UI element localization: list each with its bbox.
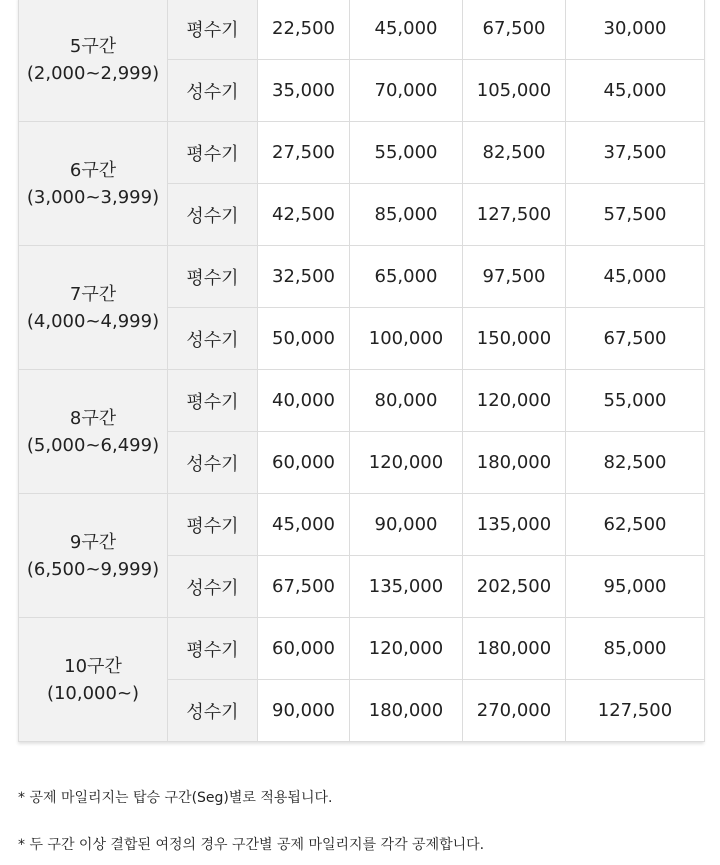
table-row <box>19 494 705 556</box>
mileage-value-cell: 180,000 <box>350 680 463 742</box>
note-combined-itinerary: * 두 구간 이상 결합된 여정의 경우 구간별 공제 마일리지를 각각 공제합니다. <box>18 837 485 853</box>
segment-header-cell <box>19 618 168 742</box>
mileage-value-cell: 85,000 <box>566 618 705 680</box>
mileage-value-cell: 100,000 <box>350 308 463 370</box>
mileage-value-cell: 22,500 <box>258 0 350 60</box>
mileage-value-cell: 70,000 <box>350 60 463 122</box>
mileage-value-cell: 120,000 <box>463 370 566 432</box>
segment-range: (2,000~2,999) <box>26 62 160 84</box>
segment-name: 9구간 <box>69 531 117 553</box>
mileage-value-cell: 90,000 <box>258 680 350 742</box>
segment-header-cell <box>19 494 168 618</box>
season-label: 평수기 <box>168 0 258 60</box>
mileage-value-cell: 60,000 <box>258 618 350 680</box>
mileage-value-cell: 65,000 <box>350 246 463 308</box>
segment-range: (4,000~4,999) <box>26 310 160 332</box>
mileage-value-cell: 150,000 <box>463 308 566 370</box>
mileage-value-cell: 42,500 <box>258 184 350 246</box>
mileage-value-cell: 45,000 <box>350 0 463 60</box>
season-label: 성수기 <box>168 680 258 742</box>
mileage-value-cell: 50,000 <box>258 308 350 370</box>
season-label: 성수기 <box>168 556 258 618</box>
mileage-value-cell: 135,000 <box>350 556 463 618</box>
mileage-value-cell: 105,000 <box>463 60 566 122</box>
segment-header-cell <box>19 122 168 246</box>
segment-header-cell <box>19 370 168 494</box>
mileage-value-cell: 45,000 <box>566 60 705 122</box>
mileage-value-cell: 67,500 <box>566 308 705 370</box>
season-label: 성수기 <box>168 308 258 370</box>
mileage-value-cell: 37,500 <box>566 122 705 184</box>
mileage-value-cell: 27,500 <box>258 122 350 184</box>
segment-header-cell <box>19 246 168 370</box>
segment-name: 10구간 <box>64 655 122 677</box>
mileage-value-cell: 67,500 <box>463 0 566 60</box>
mileage-value-cell: 202,500 <box>463 556 566 618</box>
mileage-value-cell: 180,000 <box>463 432 566 494</box>
mileage-value-cell: 67,500 <box>258 556 350 618</box>
mileage-value-cell: 270,000 <box>463 680 566 742</box>
table-row <box>19 0 705 60</box>
segment-range: (3,000~3,999) <box>26 186 160 208</box>
segment-range: (10,000~) <box>46 682 140 704</box>
notes-section <box>18 788 708 855</box>
mileage-value-cell: 60,000 <box>258 432 350 494</box>
mileage-value-cell: 45,000 <box>258 494 350 556</box>
segment-range: (6,500~9,999) <box>26 558 160 580</box>
mileage-value-cell: 55,000 <box>350 122 463 184</box>
mileage-value-cell: 97,500 <box>463 246 566 308</box>
mileage-value-cell: 120,000 <box>350 618 463 680</box>
mileage-value-cell: 35,000 <box>258 60 350 122</box>
mileage-value-cell: 62,500 <box>566 494 705 556</box>
mileage-value-cell: 30,000 <box>566 0 705 60</box>
segment-name: 7구간 <box>69 283 117 305</box>
mileage-value-cell: 57,500 <box>566 184 705 246</box>
season-label: 평수기 <box>168 122 258 184</box>
mileage-value-cell: 80,000 <box>350 370 463 432</box>
table-row <box>19 246 705 308</box>
table-row <box>19 618 705 680</box>
mileage-value-cell: 40,000 <box>258 370 350 432</box>
mileage-value-cell: 82,500 <box>463 122 566 184</box>
mileage-value-cell: 180,000 <box>463 618 566 680</box>
season-label: 평수기 <box>168 494 258 556</box>
mileage-value-cell: 95,000 <box>566 556 705 618</box>
mileage-value-cell: 127,500 <box>566 680 705 742</box>
season-label: 평수기 <box>168 370 258 432</box>
segment-name: 5구간 <box>69 35 117 57</box>
mileage-value-cell: 82,500 <box>566 432 705 494</box>
table-row <box>19 370 705 432</box>
season-label: 성수기 <box>168 432 258 494</box>
table-body <box>19 0 705 742</box>
segment-header-cell <box>19 0 168 122</box>
season-label: 성수기 <box>168 60 258 122</box>
mileage-value-cell: 135,000 <box>463 494 566 556</box>
season-label: 성수기 <box>168 184 258 246</box>
mileage-value-cell: 85,000 <box>350 184 463 246</box>
table-row <box>19 122 705 184</box>
mileage-value-cell: 45,000 <box>566 246 705 308</box>
mileage-value-cell: 127,500 <box>463 184 566 246</box>
mileage-table-container <box>18 0 704 742</box>
season-label: 평수기 <box>168 246 258 308</box>
mileage-value-cell: 90,000 <box>350 494 463 556</box>
segment-range: (5,000~6,499) <box>26 434 160 456</box>
season-label: 평수기 <box>168 618 258 680</box>
segment-name: 8구간 <box>69 407 117 429</box>
mileage-value-cell: 55,000 <box>566 370 705 432</box>
note-segment-rule: * 공제 마일리지는 탑승 구간(Seg)별로 적용됩니다. <box>18 790 333 806</box>
mileage-value-cell: 32,500 <box>258 246 350 308</box>
mileage-deduction-table <box>18 0 705 742</box>
mileage-value-cell: 120,000 <box>350 432 463 494</box>
segment-name: 6구간 <box>69 159 117 181</box>
